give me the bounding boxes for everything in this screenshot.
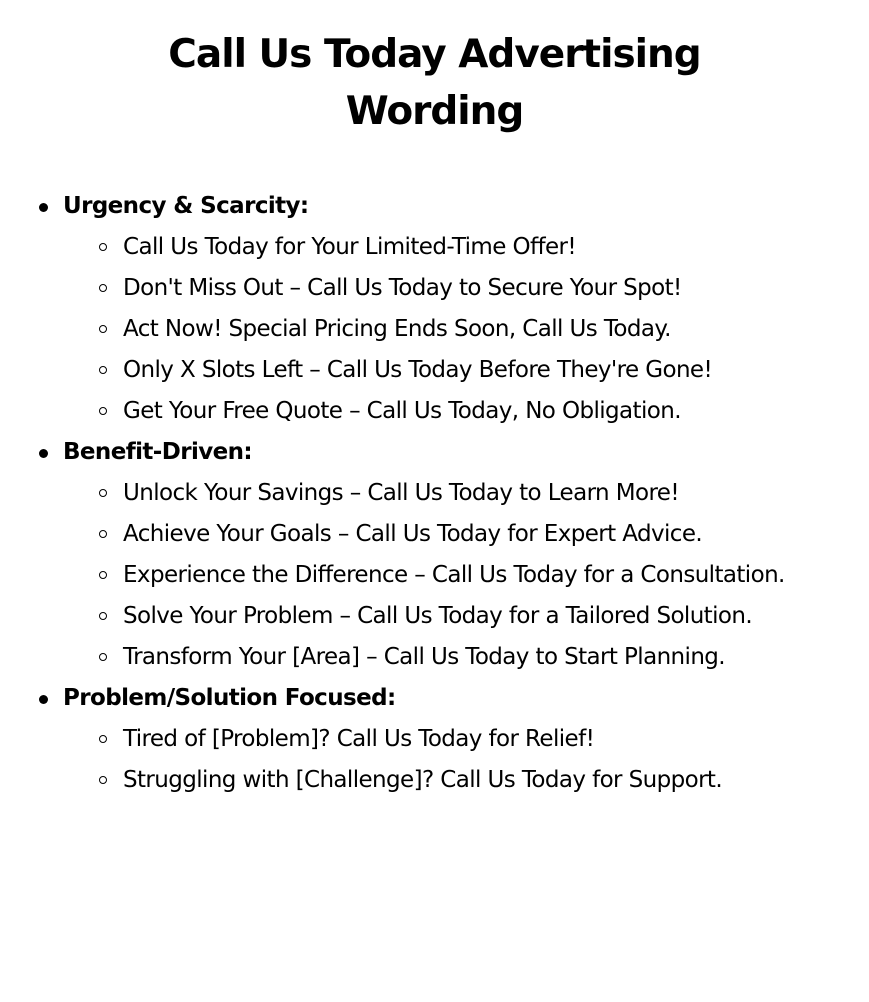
section-items	[0, 719, 869, 801]
list-item	[0, 514, 869, 555]
bullet-circle-icon	[99, 325, 107, 333]
list-item	[0, 268, 869, 309]
bullet-disc-icon	[39, 695, 48, 704]
section-problem-solution	[0, 678, 869, 801]
bullet-disc-icon	[39, 449, 48, 458]
list-item	[0, 227, 869, 268]
list-item-text: Tired of [Problem]? Call Us Today for Relief!	[123, 726, 595, 752]
list-item-text: Experience the Difference – Call Us Today for a Consultation.	[123, 562, 785, 588]
list-item	[0, 719, 869, 760]
list-item-text: Struggling with [Challenge]? Call Us Today for Support.	[123, 767, 723, 793]
section-heading	[0, 678, 869, 719]
page-title	[0, 26, 869, 140]
bullet-circle-icon	[99, 653, 107, 661]
list-item-text: Unlock Your Savings – Call Us Today to Learn More!	[123, 480, 679, 506]
list-item	[0, 555, 869, 596]
section-items	[0, 227, 869, 432]
bullet-circle-icon	[99, 489, 107, 497]
bullet-circle-icon	[99, 366, 107, 374]
list-item-text: Act Now! Special Pricing Ends Soon, Call Us Today.	[123, 316, 671, 342]
list-item	[0, 637, 869, 678]
wording-outline	[0, 186, 869, 801]
section-urgency-scarcity	[0, 186, 869, 432]
section-heading	[0, 186, 869, 227]
list-item-text: Achieve Your Goals – Call Us Today for Expert Advice.	[123, 521, 703, 547]
list-item	[0, 760, 869, 801]
section-heading-label: Benefit-Driven:	[63, 439, 253, 465]
section-heading	[0, 432, 869, 473]
list-item	[0, 596, 869, 637]
page-title-line-2: Wording	[345, 89, 524, 134]
bullet-circle-icon	[99, 776, 107, 784]
section-heading-label: Problem/Solution Focused:	[63, 685, 396, 711]
list-item-text: Transform Your [Area] – Call Us Today to Start Planning.	[123, 644, 726, 670]
bullet-circle-icon	[99, 530, 107, 538]
list-item-text: Only X Slots Left – Call Us Today Before They're Gone!	[123, 357, 713, 383]
list-item	[0, 309, 869, 350]
page-title-line-1: Call Us Today Advertising	[168, 32, 701, 77]
bullet-circle-icon	[99, 284, 107, 292]
section-heading-label: Urgency & Scarcity:	[63, 193, 309, 219]
bullet-circle-icon	[99, 243, 107, 251]
bullet-circle-icon	[99, 407, 107, 415]
section-items	[0, 473, 869, 678]
list-item-text: Don't Miss Out – Call Us Today to Secure Your Spot!	[123, 275, 682, 301]
list-item	[0, 391, 869, 432]
list-item	[0, 473, 869, 514]
list-item	[0, 350, 869, 391]
list-item-text: Call Us Today for Your Limited-Time Offer!	[123, 234, 577, 260]
bullet-circle-icon	[99, 571, 107, 579]
bullet-circle-icon	[99, 735, 107, 743]
list-item-text: Get Your Free Quote – Call Us Today, No Obligation.	[123, 398, 681, 424]
list-item-text: Solve Your Problem – Call Us Today for a Tailored Solution.	[123, 603, 753, 629]
bullet-circle-icon	[99, 612, 107, 620]
bullet-disc-icon	[39, 203, 48, 212]
section-benefit-driven	[0, 432, 869, 678]
